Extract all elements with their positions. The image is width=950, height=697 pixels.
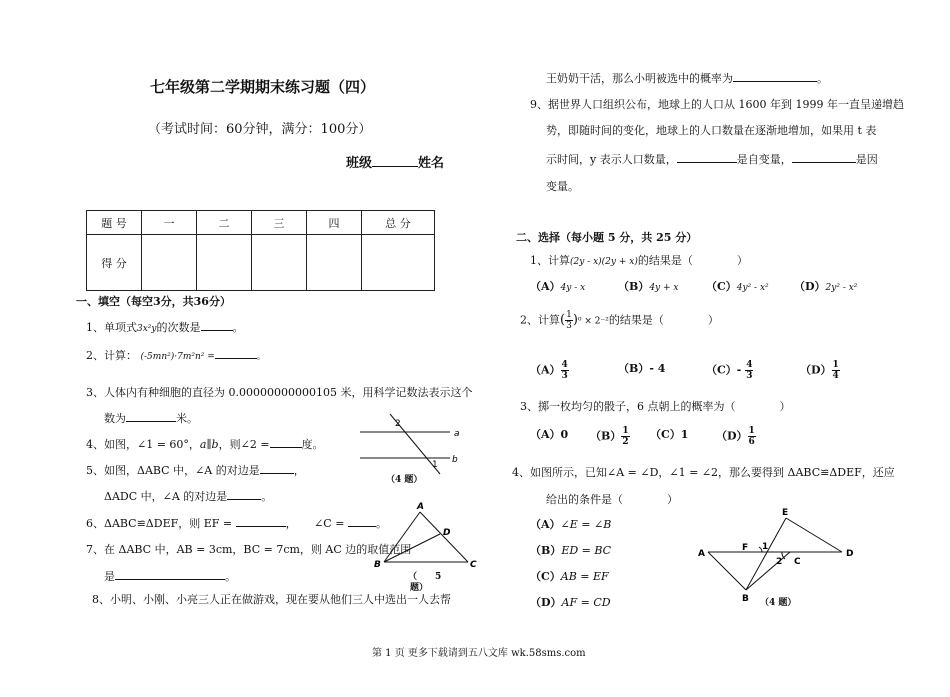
option-label: （B） (618, 362, 650, 375)
question-1-8-cont (546, 69, 828, 86)
option-label: （D） (800, 363, 832, 377)
question-1-4 (86, 435, 324, 452)
option-d[interactable] (716, 426, 756, 447)
exam-info: （考试时间：60分钟，满分：100分） (148, 122, 372, 137)
q1-text-b: 的次数是 (156, 321, 201, 334)
option-value: AB = EF (560, 570, 609, 583)
option-label: （B） (618, 280, 650, 293)
fraction-denominator: 3 (566, 321, 572, 331)
q5-text-b: ， (293, 464, 305, 477)
class-blank[interactable] (372, 154, 418, 167)
question-2-1 (530, 252, 748, 268)
score-cell[interactable] (307, 235, 362, 291)
option-value: 1 (680, 428, 689, 441)
answer-blank[interactable] (115, 567, 225, 580)
q1-expression: 3x²y (137, 324, 157, 334)
question-2-4-line2: 给出的条件是（ ） (546, 493, 678, 506)
question-1-8-line1: 8、小明、小刚、小亮三人正在做游戏，现在要从他们三人中选出一人去帮 (92, 593, 451, 606)
option-fraction (621, 426, 629, 447)
q4-parallel: a∥b (199, 438, 219, 451)
option-label: （C） (650, 428, 681, 441)
option-label: （D） (530, 596, 562, 609)
option-value: 4y - x (560, 283, 586, 293)
question-2-3-options (530, 426, 870, 452)
fig5-label-a: A (417, 502, 424, 512)
option-value: 4y² - x² (736, 283, 769, 293)
option-d[interactable] (800, 360, 840, 381)
side-de (786, 518, 842, 552)
fig-label-a: A (698, 549, 705, 559)
score-header-cell: 四 (307, 211, 362, 235)
answer-blank[interactable] (227, 487, 261, 500)
answer-blank[interactable] (792, 150, 856, 163)
fig-label-c: C (794, 557, 801, 567)
fig-label-d: D (846, 549, 854, 559)
fig-label-1: 1 (762, 542, 769, 552)
question-1-7-line2 (104, 567, 236, 584)
score-cell[interactable] (197, 235, 252, 291)
option-value: AF = CD (561, 596, 611, 609)
q5-text-d: 。 (261, 490, 273, 503)
score-table-row (87, 235, 435, 291)
option-label: （A） (530, 363, 561, 377)
fig-label-e: E (782, 508, 789, 518)
q6-text-d: 。 (375, 517, 387, 530)
question-1-5-line1 (86, 461, 305, 478)
side-ef (746, 518, 786, 590)
option-label: （C） (706, 280, 737, 293)
q1-text: 1、单项式 (86, 321, 137, 334)
option-b[interactable] (530, 542, 611, 558)
score-header-cell: 题 号 (87, 211, 142, 235)
option-c[interactable] (650, 426, 688, 442)
side-ab (384, 512, 420, 562)
fraction-numerator: 4 (746, 360, 753, 370)
fig-label-f: F (742, 543, 749, 553)
question-1-9-line1: 9、据世界人口组织公布，地球上的人口从 1600 年到 1999 年一直呈递增趋 (530, 98, 904, 111)
q3-text: 数为 (104, 412, 126, 425)
question-1-7-line1: 7、在 ΔABC 中，AB = 3cm，BC = 7cm，则 AC 边的取值范围 (86, 543, 412, 556)
score-header-cell: 总 分 (362, 211, 435, 235)
fraction-denominator: 3 (746, 371, 753, 381)
class-name-line (346, 152, 444, 171)
fig-label-2: 2 (776, 557, 783, 567)
option-a[interactable] (530, 516, 611, 532)
fig5-caption-a: （ 5 (408, 572, 442, 582)
q1-text-c: 。 (232, 321, 244, 334)
option-label: （C） (530, 570, 561, 583)
score-header-cell: 二 (197, 211, 252, 235)
fig5-label-d: D (443, 528, 451, 538)
q6-text-b: ， (285, 517, 297, 530)
q3-text-b: 米。 (176, 412, 198, 425)
q2-expression: (-5mn²)·7m²n² = (140, 352, 215, 362)
q2-2-text-b: 的结果是（ ） (608, 313, 719, 327)
fig4-label-b: b (452, 455, 458, 465)
answer-blank[interactable] (260, 461, 294, 474)
q2-1-text: 1、计算 (530, 254, 570, 267)
question-1-6 (86, 514, 387, 531)
fraction-numerator: 4 (561, 360, 568, 370)
q4-text: 4、如图，∠1 = 60°， (86, 438, 200, 451)
q2-1-text-b: 的结果是（ ） (637, 254, 748, 267)
option-label: （D） (794, 280, 826, 293)
answer-blank[interactable] (270, 435, 302, 448)
q5-text: 5、如图，ΔABC 中，∠A 的对边是 (86, 464, 260, 477)
figure-congruent-triangles (696, 504, 860, 608)
question-2-2-options (530, 360, 870, 388)
option-label: （C） (706, 363, 737, 377)
question-2-3: 3、掷一枚均匀的骰子，6 点朝上的概率为（ ） (520, 400, 791, 413)
q6-text: 6、ΔABC≌ΔDEF，则 EF = (86, 517, 233, 530)
q8-text: 王奶奶干活，那么小明被选中的概率为 (546, 72, 733, 85)
q6-text-c: ∠C = (314, 517, 345, 530)
page-title: 七年级第二学期期末练习题（四） (150, 78, 376, 96)
score-cell[interactable] (252, 235, 307, 291)
option-label: （A） (530, 518, 561, 531)
q2-text: 2、计算： (86, 349, 137, 362)
q7-text-b: 。 (225, 570, 236, 583)
q2-2-fraction (565, 310, 573, 331)
fraction-numerator: 1 (622, 426, 629, 436)
question-1-2 (86, 346, 266, 363)
option-a[interactable] (530, 426, 568, 442)
q9-text-b: 是自变量， (736, 153, 792, 166)
q9-text: 示时间，y 表示人口数量， (546, 153, 677, 166)
option-b[interactable] (618, 278, 678, 294)
option-value: 4y + x (649, 283, 679, 293)
option-b[interactable] (590, 426, 630, 447)
option-fraction (561, 360, 569, 381)
fraction-denominator: 4 (832, 371, 839, 381)
question-1-9-line3 (546, 150, 878, 167)
q4-text-d: 度。 (301, 438, 324, 451)
q4-text-c: ，则∠2 = (218, 438, 270, 451)
answer-blank[interactable] (677, 150, 737, 163)
q7-text: 是 (104, 570, 115, 583)
fig5-label-c: C (470, 560, 477, 570)
option-fraction (748, 426, 756, 447)
page-footer: 第 1 页 更多下载请到五八文库 wk.58sms.com (372, 648, 586, 659)
option-a[interactable] (530, 278, 585, 294)
option-c[interactable] (706, 360, 753, 381)
option-value: ∠E = ∠B (560, 518, 612, 531)
section2-title: 二、选择（每小题 5 分，共 25 分） (516, 231, 698, 244)
score-table-header-row (87, 211, 435, 235)
fraction-numerator: 1 (832, 360, 839, 370)
q8-text-b: 。 (817, 72, 828, 85)
q5-text-c: ΔADC 中，∠A 的对边是 (104, 490, 228, 503)
question-1-3-line2 (104, 409, 198, 426)
option-fraction (745, 360, 753, 381)
segment-bd (384, 534, 440, 562)
question-1-1 (86, 318, 244, 335)
option-label: （D） (716, 429, 748, 443)
option-d[interactable] (530, 594, 611, 610)
answer-blank[interactable] (236, 514, 286, 527)
q9-text-c: 是因 (855, 153, 878, 166)
answer-blank[interactable] (126, 409, 176, 422)
fig4-caption: （4 题） (386, 475, 423, 485)
option-label: （A） (530, 428, 561, 441)
fraction-numerator: 1 (748, 426, 755, 436)
option-value: 0 (560, 428, 569, 441)
fraction-denominator: 6 (748, 437, 755, 447)
option-label: （B） (590, 429, 622, 443)
question-1-9-line4: 变量。 (546, 180, 579, 193)
option-b[interactable] (618, 360, 665, 376)
fig5-label-b: B (374, 560, 381, 570)
fraction-denominator: 3 (561, 371, 568, 381)
score-header-cell: 一 (142, 211, 197, 235)
fig-right-caption: （4 题） (760, 598, 797, 608)
question-1-5-line2 (104, 487, 272, 504)
option-d[interactable] (794, 278, 857, 294)
answer-blank[interactable] (201, 318, 233, 331)
question-1-9-line2: 势，即随时间的变化，地球上的人口数量在逐渐地增加，如果用 t 表 (546, 124, 877, 137)
score-table (86, 210, 435, 291)
q2-2-text: 2、计算 (520, 313, 560, 327)
answer-blank[interactable] (733, 69, 817, 82)
fig-label-b: B (742, 594, 749, 604)
option-value: ED = BC (561, 544, 612, 557)
fig4-label-2: 2 (395, 419, 401, 429)
option-label: （A） (530, 280, 561, 293)
answer-blank[interactable] (215, 346, 257, 359)
score-row-label: 得 分 (87, 235, 142, 291)
question-2-4-line1: 4、如图所示，已知∠A = ∠D，∠1 = ∠2，那么要得到 ΔABC≌ΔDEF，还应 (512, 466, 895, 479)
section1-title: 一、填空（每空3分，共36分） (76, 295, 231, 308)
side-ab (708, 552, 746, 590)
fig4-label-1: 1 (432, 460, 438, 470)
fraction-denominator: 2 (622, 437, 629, 447)
q2-2-expression: ⁰ × 2⁻² (577, 316, 609, 327)
option-fraction (832, 360, 840, 381)
option-c[interactable] (530, 568, 609, 584)
q2-1-expression: (2y - x)(2y + x) (570, 257, 638, 267)
name-label: 姓名 (418, 156, 445, 171)
class-label: 班级 (346, 156, 373, 171)
q2-end: 。 (256, 352, 266, 362)
question-2-2: 2、计算( $\frac{1}{3}$ )⁰ × 2⁻²的结果是（ ） (520, 310, 719, 331)
fig5-caption-b: 题） (410, 583, 429, 593)
score-cell[interactable] (362, 235, 435, 291)
option-value: - (736, 363, 742, 377)
option-value: - 4 (649, 362, 666, 375)
score-header-cell: 三 (252, 211, 307, 235)
option-c[interactable] (706, 278, 769, 294)
option-a[interactable] (530, 360, 569, 381)
option-label: （B） (530, 544, 562, 557)
fraction-numerator: 1 (566, 310, 572, 320)
figure-triangle-abc (370, 498, 482, 576)
fig4-label-a: a (454, 429, 460, 439)
question-1-3-line1: 3、人体内有种细胞的直径为 0.00000000000105 米，用科学记数法表示这个 (86, 386, 473, 399)
score-cell[interactable] (142, 235, 197, 291)
option-value: 2y² - x² (825, 283, 858, 293)
